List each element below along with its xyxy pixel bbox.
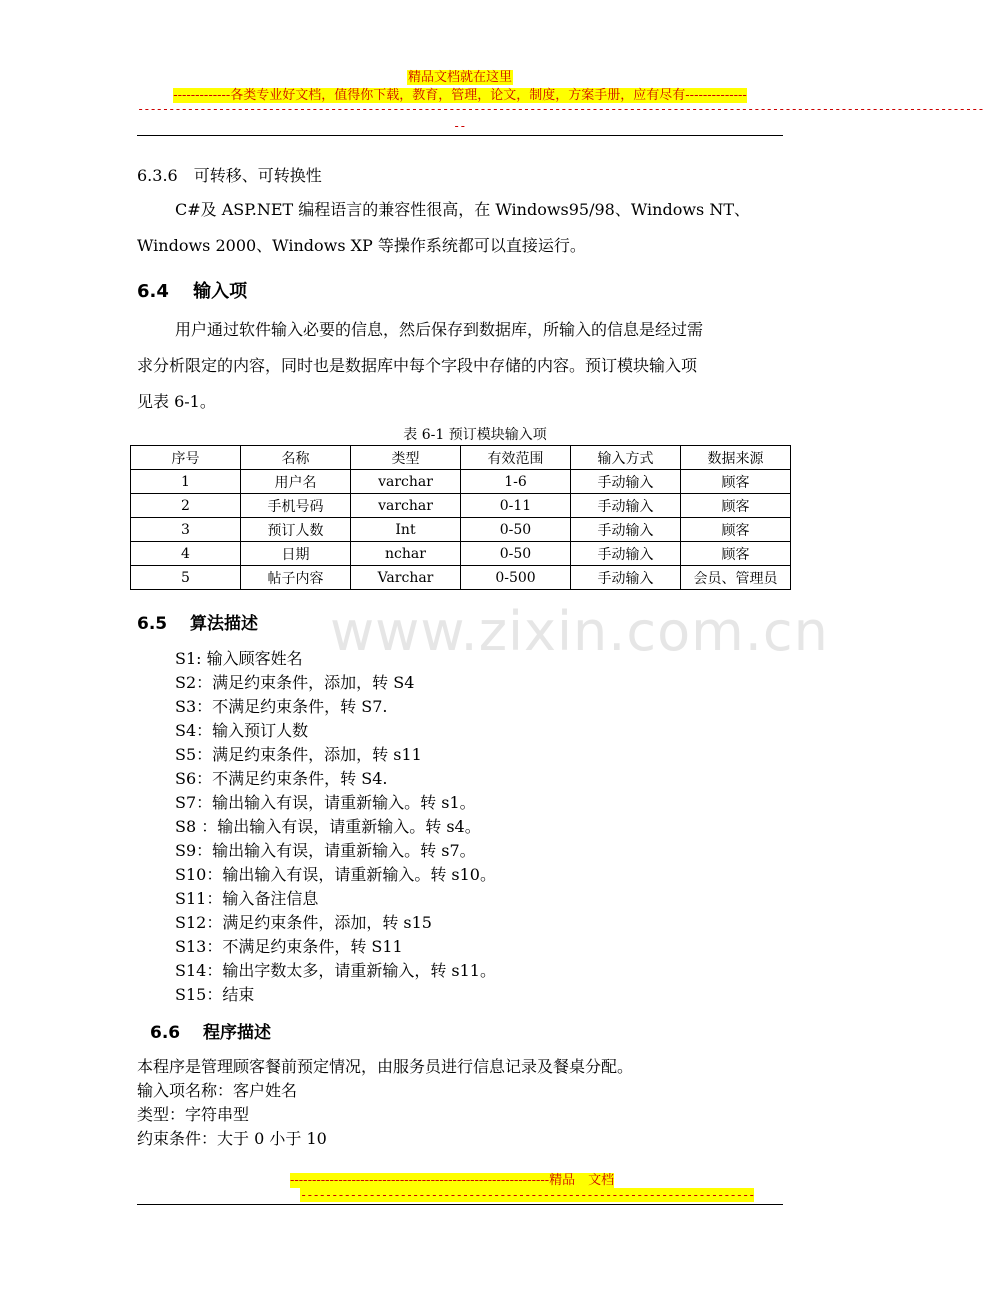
table-cell: Varchar [351,566,461,590]
header-subtitle-wrap [0,84,920,103]
algorithm-step: S14：输出字数太多，请重新输入，转 s11。 [175,961,496,980]
table-cell: 会员、管理员 [681,566,791,590]
table-cell: 顾客 [681,518,791,542]
table-cell: varchar [351,470,461,494]
watermark: www.zixin.com.cn [330,600,829,663]
table-header-cell: 输入方式 [571,446,681,470]
table-header-cell: 数据来源 [681,446,791,470]
table-cell: 用户名 [241,470,351,494]
input-items-table [130,445,791,590]
table-cell: 3 [131,518,241,542]
table-cell: 手动输入 [571,542,681,566]
table-header-cell: 名称 [241,446,351,470]
section-636-heading [137,163,322,186]
header-subtitle: -------------各类专业好文档，值得你下载，教育，管理，论文，制度，方案手册，应有尽有-------------- [173,88,747,103]
section-65-heading: 6.5 算法描述 [137,614,259,634]
table-row [131,518,791,542]
table-header-cell: 序号 [131,446,241,470]
table-cell: 0-50 [461,542,571,566]
section-636-para-line2: Windows 2000、Windows XP 等操作系统都可以直接运行。 [137,236,586,255]
footer-rule [137,1204,783,1205]
table-row [131,566,791,590]
table-cell: varchar [351,494,461,518]
table-cell: 日期 [241,542,351,566]
table-cell: 手动输入 [571,494,681,518]
table-cell: 手动输入 [571,518,681,542]
table-cell: 顾客 [681,470,791,494]
table-cell: 0-11 [461,494,571,518]
algorithm-step: S6：不满足约束条件，转 S4. [175,769,388,788]
table-cell: 顾客 [681,542,791,566]
table-header-cell: 有效范围 [461,446,571,470]
section-64-heading: 6.4 输入项 [137,281,248,302]
table-cell: 帖子内容 [241,566,351,590]
algorithm-step: S12：满足约束条件，添加，转 s15 [175,913,432,932]
table-row [131,494,791,518]
program-desc-line: 输入项名称：客户姓名 [137,1081,298,1100]
algorithm-step: S7：输出输入有误，请重新输入。转 s1。 [175,793,476,812]
algorithm-step: S1: 输入顾客姓名 [175,649,303,668]
table-cell: nchar [351,542,461,566]
table-row [131,542,791,566]
algorithm-step: S8 ：输出输入有误，请重新输入。转 s4。 [175,817,481,836]
table-cell: 0-50 [461,518,571,542]
algorithm-step: S9：输出输入有误，请重新输入。转 s7。 [175,841,476,860]
header-rule [137,135,783,136]
table-cell: 手机号码 [241,494,351,518]
table-cell: 5 [131,566,241,590]
algorithm-step: S4：输入预订人数 [175,721,309,740]
header-title-wrap [0,66,920,85]
algorithm-step: S15：结束 [175,985,255,1004]
footer-line1-wrap [290,1169,614,1188]
table-cell: 手动输入 [571,470,681,494]
program-desc-line: 类型：字符串型 [137,1105,250,1124]
program-desc-line: 约束条件：大于 0 小于 10 [137,1129,327,1148]
table-header-cell: 类型 [351,446,461,470]
header-dash-tail: -- [453,119,466,133]
algorithm-step: S3：不满足约束条件，转 S7. [175,697,388,716]
table-cell: 1 [131,470,241,494]
table-cell: 顾客 [681,494,791,518]
table-caption: 表 6-1 预订模块输入项 [403,427,547,443]
header-dash-line: ---------------------------------------------------------------------------------------------------------------------------------------- [137,102,984,116]
section-66-heading: 6.6 程序描述 [150,1023,272,1043]
table-header-row [131,446,791,470]
table-row [131,470,791,494]
algorithm-step: S5：满足约束条件，添加，转 s11 [175,745,422,764]
table-cell: 手动输入 [571,566,681,590]
program-desc-line: 本程序是管理顾客餐前预定情况，由服务员进行信息记录及餐桌分配。 [137,1057,634,1076]
table-cell: 4 [131,542,241,566]
section-636-heading-text: 6.3.6 可转移、可转换性 [137,166,322,185]
section-636-para-line1: C#及 ASP.NET 编程语言的兼容性很高，在 Windows95/98、Windows NT、 [175,200,750,219]
table-cell: 预订人数 [241,518,351,542]
algorithm-step: S10：输出输入有误，请重新输入。转 s10。 [175,865,496,884]
header-title: 精品文档就在这里 [407,70,512,85]
algorithm-step: S13：不满足约束条件，转 S11 [175,937,403,956]
table-cell: Int [351,518,461,542]
section-64-para-line1: 用户通过软件输入必要的信息，然后保存到数据库，所输入的信息是经过需 [175,320,704,339]
algorithm-step: S11：输入备注信息 [175,889,319,908]
section-64-para-line2: 求分析限定的内容，同时也是数据库中每个字段中存储的内容。预订模块输入项 [137,356,698,375]
algorithm-step: S2：满足约束条件，添加，转 S4 [175,673,415,692]
section-64-para-line3: 见表 6-1。 [137,392,216,411]
footer-line1: -----------------------------------------------------------精品 文档 [290,1173,615,1188]
footer-line2-wrap [300,1188,754,1202]
table-cell: 1-6 [461,470,571,494]
footer-line2: ------------------------------------------------------------------------- [300,1188,755,1202]
table-cell: 2 [131,494,241,518]
table-cell: 0-500 [461,566,571,590]
